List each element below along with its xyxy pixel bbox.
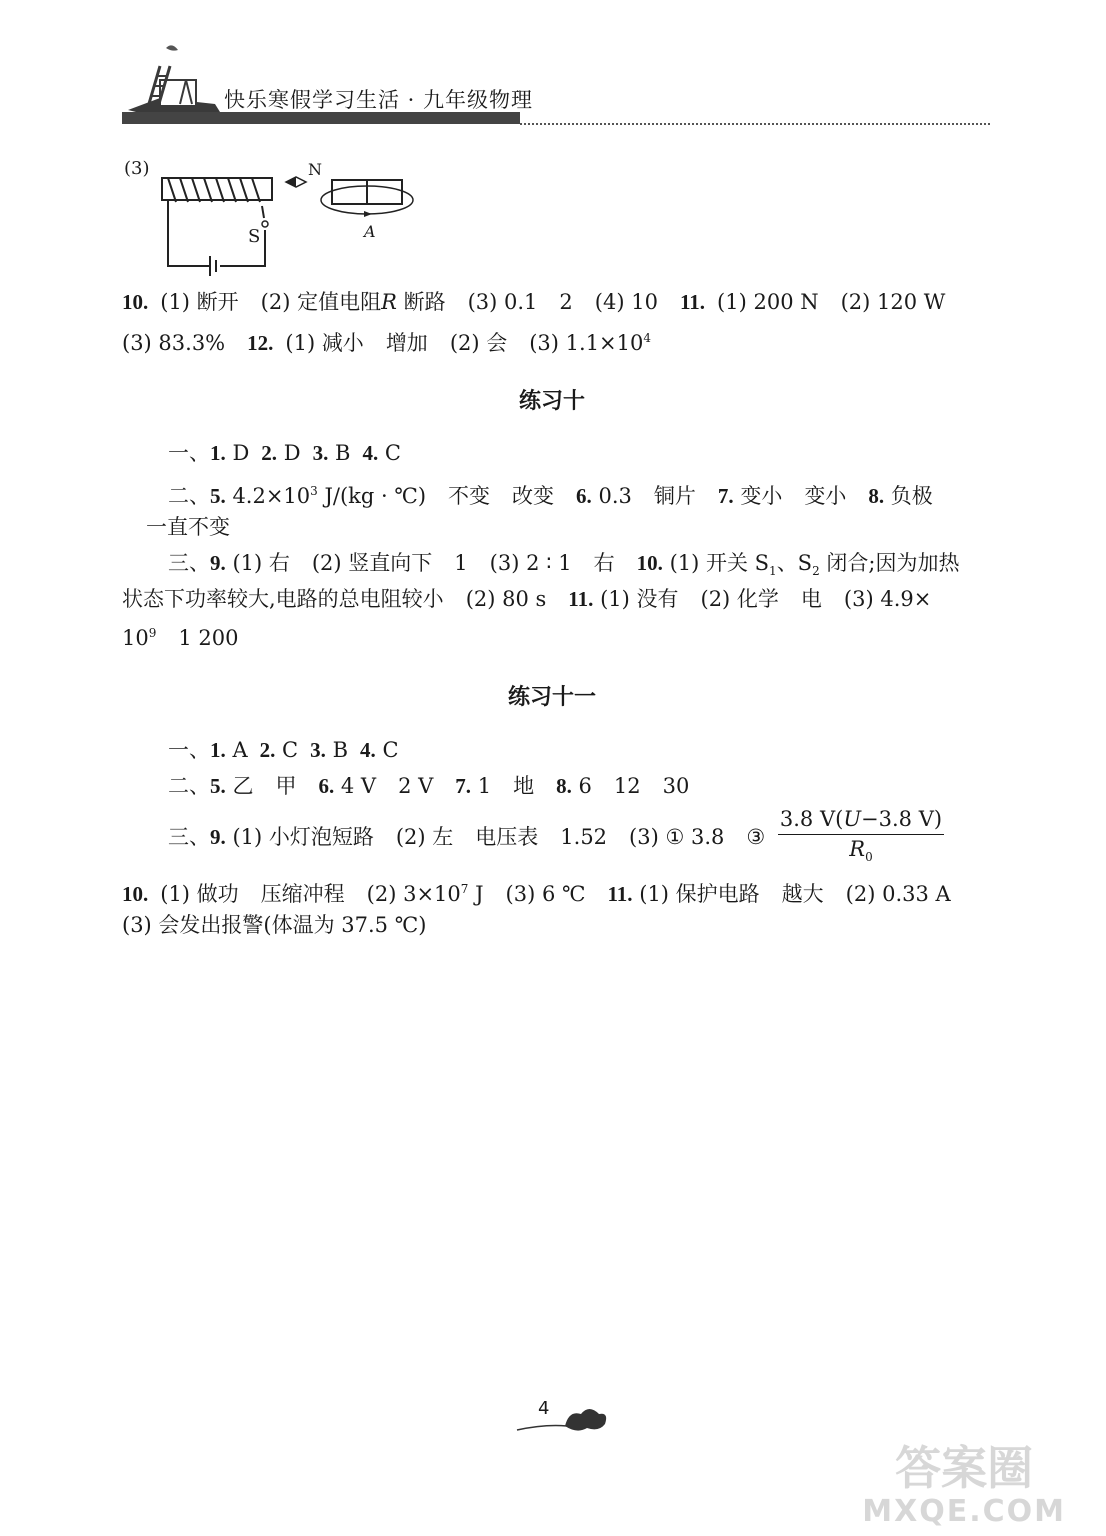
header-logo-icon xyxy=(120,40,230,120)
header-rule-solid xyxy=(122,112,520,124)
answer-line: 10. (1) 做功 压缩冲程 (2) $3\times 10^7$ J (3) 6 ℃ 11. (1) 保护电路 越大 (2) 0.33 A xyxy=(122,882,951,906)
header-title: 快乐寒假学习生活 · 九年级物理 xyxy=(224,88,534,112)
answer-line: (3) 83.3% 12. (1) 减小 增加 (2) 会 (3) $1.1\times 10^4$ xyxy=(122,331,652,355)
header-rule-dotted xyxy=(520,123,990,125)
watermark: 答案圈 MXQE.COM xyxy=(862,1441,1066,1529)
answer-line: (3) 会发出报警(体温为 37.5 ℃) xyxy=(122,913,427,937)
page-number: 4 xyxy=(538,1398,550,1419)
section-title: 练习十 xyxy=(519,389,586,414)
electromagnet-circuit-figure xyxy=(150,158,430,276)
north-label: N xyxy=(308,160,322,179)
answer-line: 一、1. D 2. D 3. B 4. C xyxy=(168,441,401,465)
field-line-arrow-icon xyxy=(364,211,372,217)
formula-fraction: $\frac{3.8 V(U-3.8 V)}{R_0}$ xyxy=(779,807,943,865)
answer-line: 一直不变 xyxy=(146,515,230,539)
answer-line: 状态下功率较大,电路的总电阻较小 (2) 80 s 11. (1) 没有 (2) 化学 电 (3) 4.9× xyxy=(122,587,932,611)
answer-line: 三、9. (1) 右 (2) 竖直向下 1 (3) 2 ∶ 1 右 10. (1) 开关 $S_1$、$S_2$ 闭合;因为加热 xyxy=(168,551,960,579)
battery-icon xyxy=(210,256,216,276)
point-label: A xyxy=(364,222,376,241)
answer-line: 三、9. (1) 小灯泡短路 (2) 左 电压表 1.52 (3) ① 3.8 ③ $\frac{3.8 V(U-3.8 V)}{R_0}$ xyxy=(168,806,944,871)
answer-line: 二、5. $4.2\times 10^3$ J/(kg · ℃) 不变 改变 6. 0.3 铜片 7. 变小 变小 8. 负极 xyxy=(168,484,933,508)
section-title: 练习十一 xyxy=(508,685,597,710)
figure-item-label: (3) xyxy=(124,158,150,179)
answer-line: 一、1. A 2. C 3. B 4. C xyxy=(168,738,399,762)
switch-label: S xyxy=(248,226,261,247)
cloud-ornament-icon xyxy=(515,1400,615,1436)
answer-line: 10. (1) 断开 (2) 定值电阻R 断路 (3) 0.1 2 (4) 10 11. (1) 200 N (2) 120 W xyxy=(122,290,946,314)
switch-contact-icon xyxy=(262,221,268,227)
answer-line: 二、5. 乙 甲 6. 4 V 2 V 7. 1 地 8. 6 12 30 xyxy=(168,774,690,798)
answer-line: $10^9$ 1 200 xyxy=(122,626,239,650)
